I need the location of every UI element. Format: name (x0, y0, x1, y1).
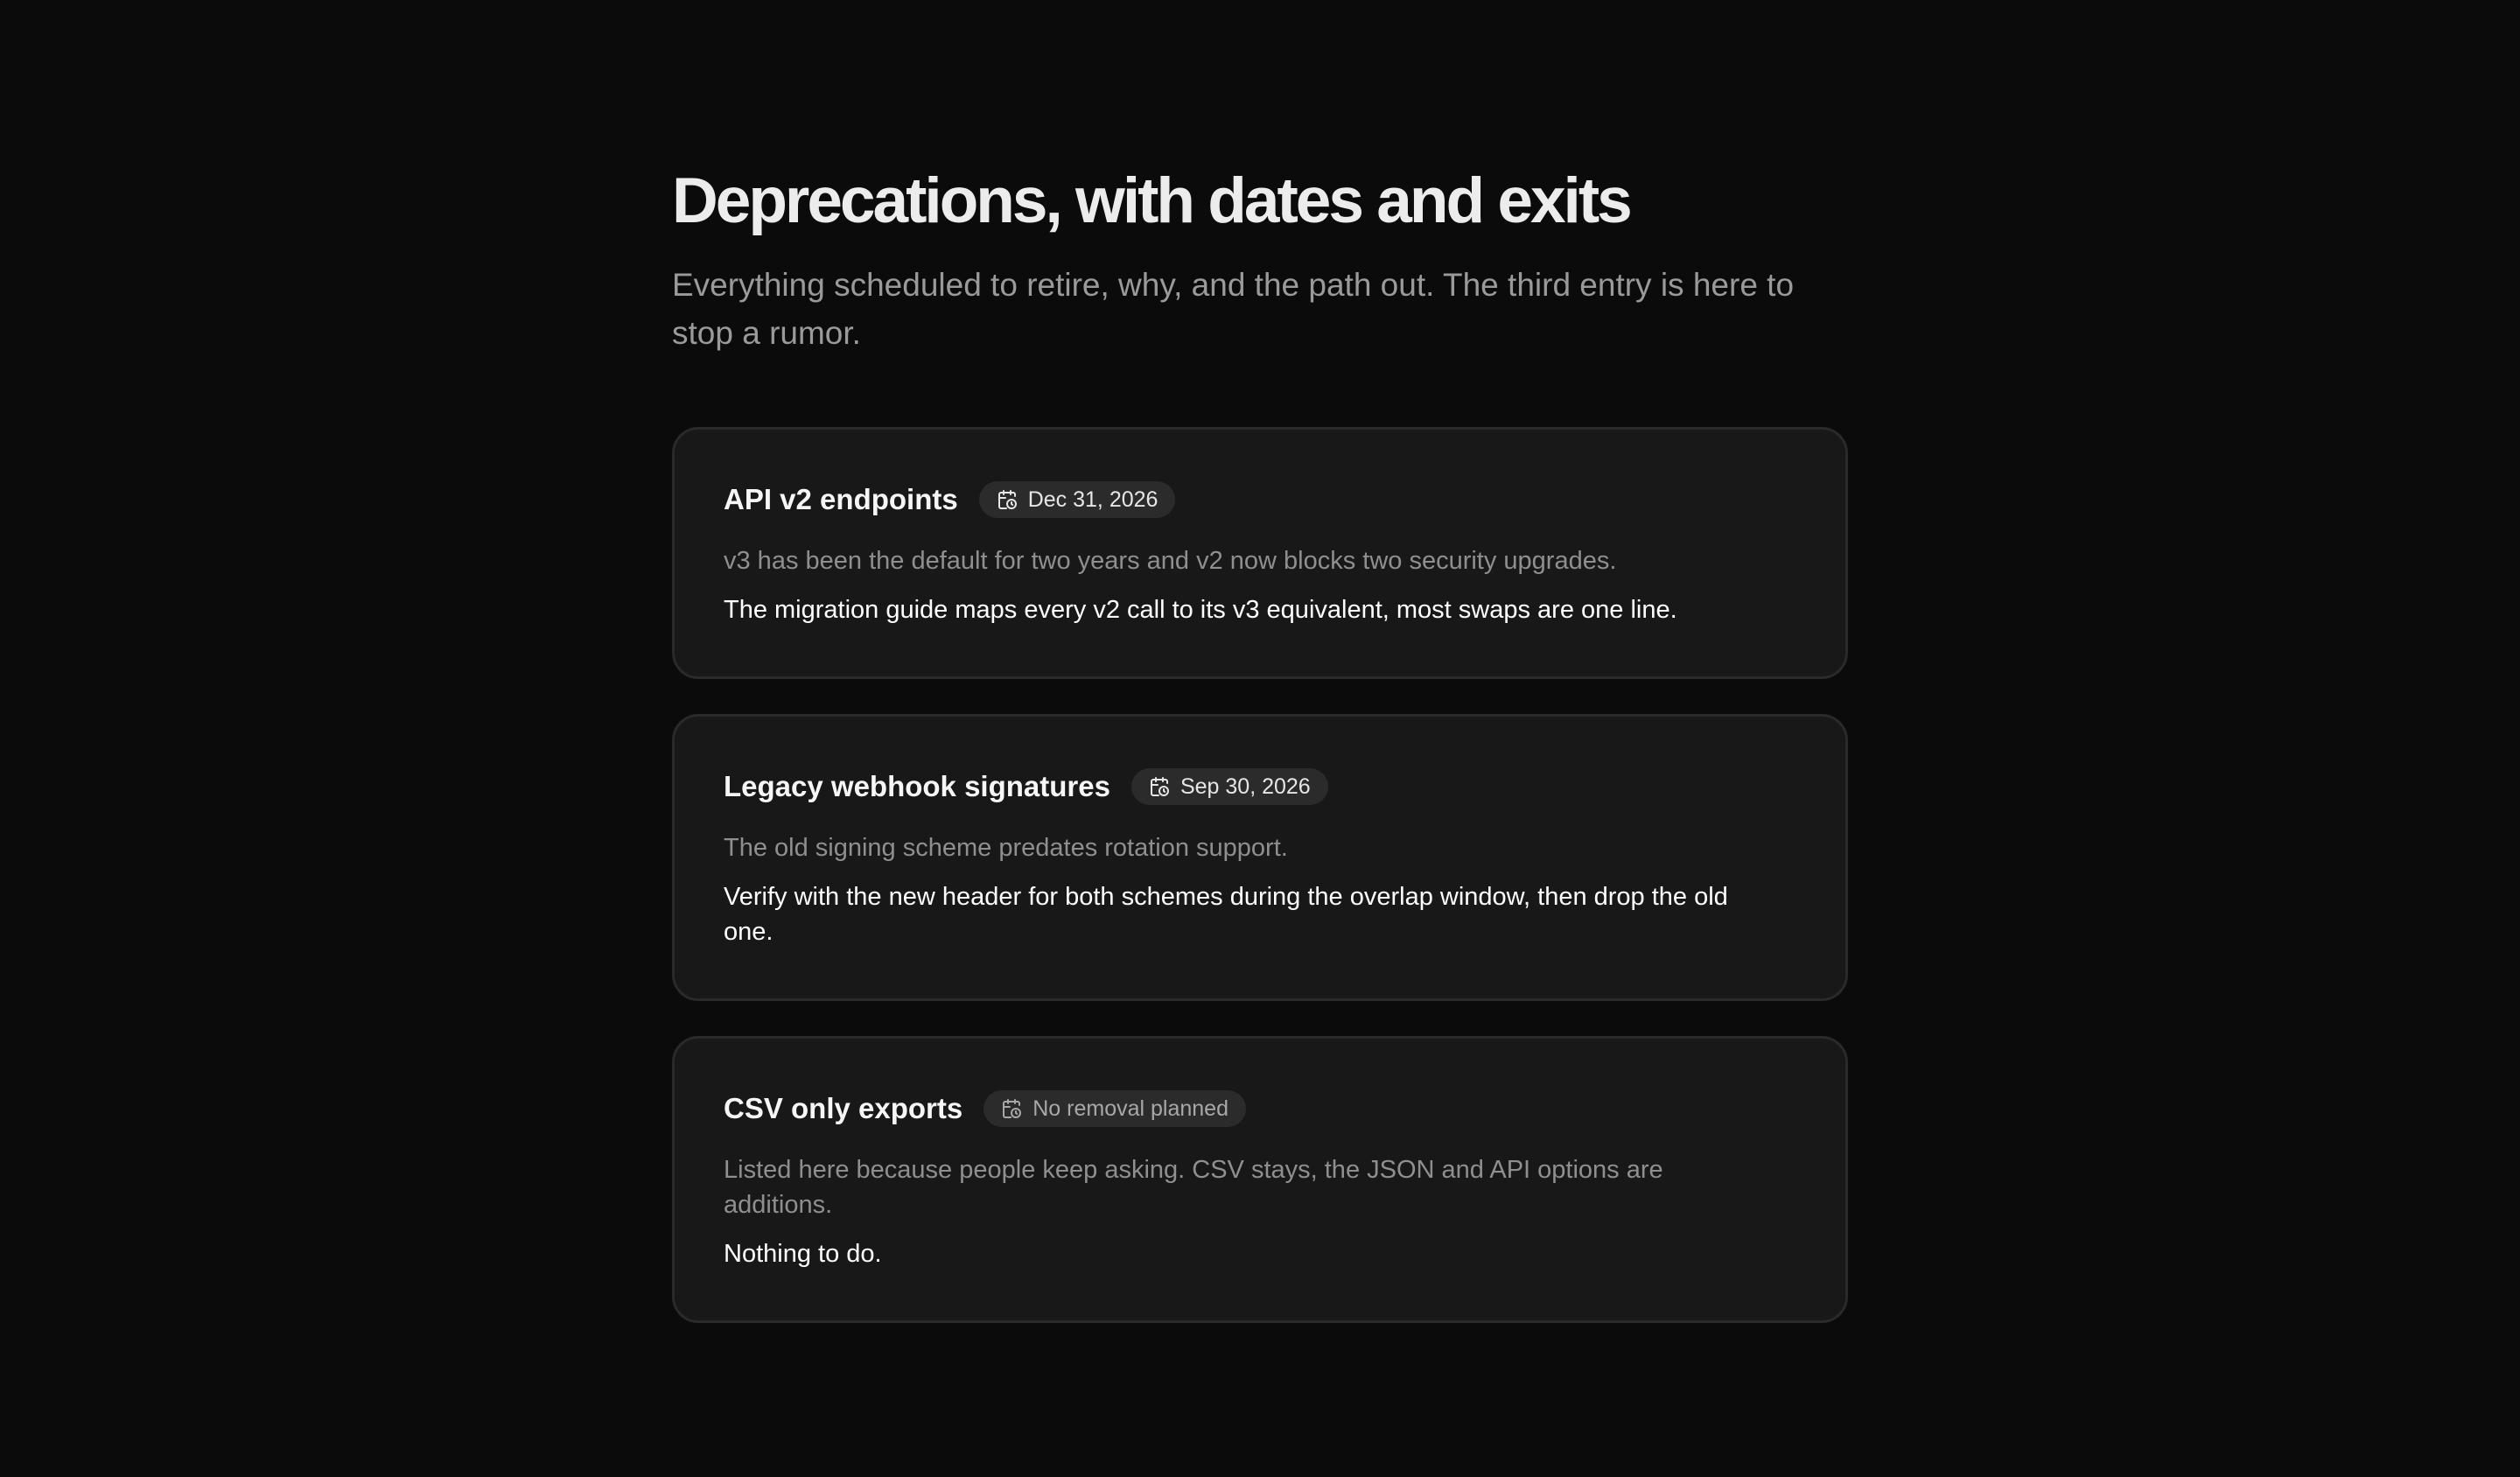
deprecation-list (672, 427, 1848, 1323)
card-header (724, 1086, 1796, 1131)
removal-date: No removal planned (1032, 1096, 1228, 1121)
deprecation-card (672, 427, 1848, 679)
removal-date: Dec 31, 2026 (1027, 486, 1158, 512)
deprecation-reason: v3 has been the default for two years and v2 now blocks two security upgrades. (724, 547, 1617, 575)
deprecation-title: Legacy webhook signatures (724, 770, 1110, 802)
page-subtitle: Everything scheduled to retire, why, and the path out. The third entry is here to stop a rumor. (672, 267, 1795, 351)
deprecation-action: Nothing to do. (724, 1240, 882, 1268)
deprecation-title: CSV only exports (724, 1092, 963, 1124)
removal-date: Sep 30, 2026 (1180, 774, 1311, 799)
deprecation-card (672, 714, 1848, 1001)
calendar-clock-icon (1149, 776, 1170, 797)
page-title: Deprecations, with dates and exits (672, 165, 1630, 236)
deprecation-title: API v2 endpoints (724, 483, 958, 515)
calendar-clock-icon (997, 489, 1018, 510)
deprecation-card (672, 1036, 1848, 1323)
deprecation-action: The migration guide maps every v2 call to its v3 equivalent, most swaps are one line. (724, 596, 1677, 624)
removal-date-badge (979, 481, 1176, 518)
removal-date-badge (1131, 768, 1328, 805)
card-header (724, 477, 1796, 522)
deprecation-reason: Listed here because people keep asking. CSV stays, the JSON and API options are additions. (724, 1156, 1663, 1219)
card-header (724, 764, 1796, 809)
removal-date-badge (984, 1090, 1246, 1127)
deprecation-action: Verify with the new header for both schemes during the overlap window, then drop the old one. (724, 883, 1728, 946)
deprecation-reason: The old signing scheme predates rotation support. (724, 834, 1288, 862)
main-content (672, 159, 1848, 1323)
calendar-clock-icon (1001, 1098, 1022, 1119)
